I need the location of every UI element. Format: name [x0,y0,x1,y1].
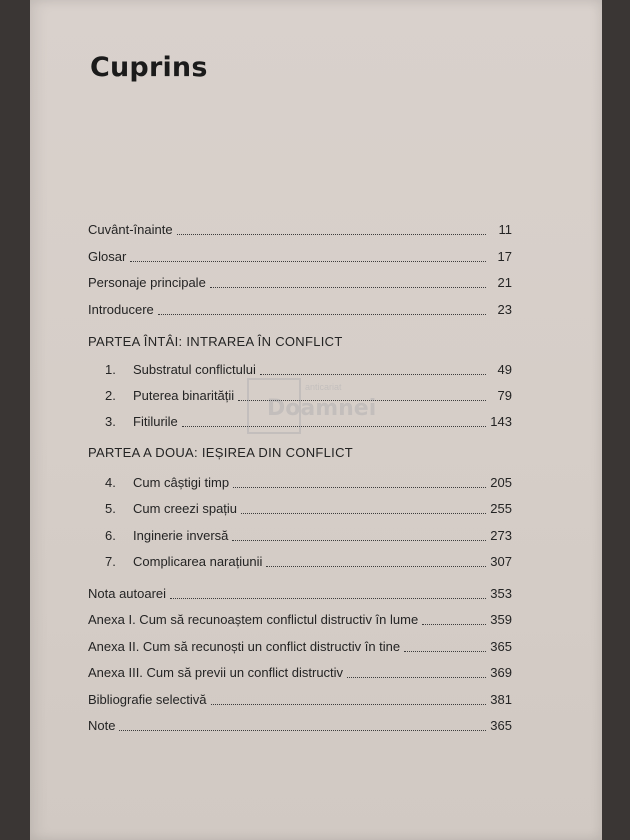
toc-entry-anexa-3 [88,659,512,681]
chapter-number: 3. [105,414,116,429]
toc-entry-anexa-2 [88,633,512,655]
dot-leader [182,426,486,427]
part-heading-2 [88,439,512,461]
part-heading-1 [88,328,512,350]
toc-entry-label: Complicarea narațiunii [133,554,263,569]
toc-entry-page: 359 [490,612,512,627]
toc-entry-label: Puterea binarității [133,388,235,403]
chapter-number: 7. [105,554,116,569]
dot-leader [232,540,486,541]
toc-entry-label: Glosar [88,249,127,264]
dot-leader [238,400,486,401]
toc-entry-chapter-4 [105,469,512,491]
toc-entry-label: Introducere [88,302,154,317]
toc-entry-label: Inginerie inversă [133,528,229,543]
toc-entry-label: Anexa II. Cum să recunoști un conflict distructiv în tine [88,639,401,654]
toc-entry-label: Substratul conflictului [133,362,256,377]
chapter-number: 1. [105,362,116,377]
part-title: PARTEA A DOUA: IEȘIREA DIN CONFLICT [88,445,354,460]
toc-entry-chapter-1 [105,356,512,378]
toc-entry-page: 381 [490,692,512,707]
dot-leader [241,513,486,514]
toc-entry-label: Fitilurile [133,414,178,429]
dot-leader [211,704,486,705]
toc-entry-page: 11 [498,222,512,237]
toc-entry-page: 273 [490,528,512,543]
toc-entry-page: 255 [490,501,512,516]
chapter-number: 5. [105,501,116,516]
toc-entry-chapter-2 [105,382,512,404]
dot-leader [130,261,486,262]
toc-entry-label: Note [88,718,116,733]
dot-leader [266,566,486,567]
toc-entry-label: Bibliografie selectivă [88,692,207,707]
toc-entry-label: Anexa I. Cum să recunoaștem conflictul distructiv în lume [88,612,419,627]
dot-leader [404,651,486,652]
toc-entry-chapter-7 [105,548,512,570]
toc-entry-bibliografie [88,686,512,708]
toc-entry-page: 307 [490,554,512,569]
toc-entry-page: 17 [497,249,512,264]
dot-leader [119,730,486,731]
toc-entry-chapter-5 [105,495,512,517]
chapter-number: 2. [105,388,116,403]
toc-entry-cuvant-inainte [88,216,512,238]
toc-entry-page: 369 [490,665,512,680]
toc-entry-page: 365 [490,718,512,733]
toc-entry-page: 49 [497,362,512,377]
dot-leader [233,487,486,488]
toc-entry-page: 21 [497,275,512,290]
dot-leader [210,287,486,288]
toc-entry-page: 79 [497,388,512,403]
toc-entry-label: Cum câștigi timp [133,475,230,490]
toc-entry-anexa-1 [88,606,512,628]
toc-entry-page: 353 [490,586,512,601]
toc-entry-glosar [88,243,512,265]
toc-entry-note [88,712,512,734]
toc-entry-label: Personaje principale [88,275,206,290]
toc-entry-label: Anexa III. Cum să previi un conflict distructiv [88,665,344,680]
toc-entry-page: 23 [497,302,512,317]
toc-entry-label: Nota autoarei [88,586,167,601]
toc-entry-personaje [88,269,512,291]
chapter-number: 6. [105,528,116,543]
dot-leader [347,677,486,678]
dot-leader [422,624,486,625]
toc-entry-nota-autoarei [88,580,512,602]
toc-entry-label: Cuvânt-înainte [88,222,173,237]
dot-leader [260,374,486,375]
dot-leader [177,234,486,235]
toc-entry-page: 365 [490,639,512,654]
toc-entry-chapter-6 [105,522,512,544]
chapter-number: 4. [105,475,116,490]
part-title: PARTEA ÎNTÂI: INTRAREA ÎN CONFLICT [88,334,343,349]
toc-entry-chapter-3 [105,408,512,430]
dot-leader [170,598,486,599]
toc-entry-page: 205 [490,475,512,490]
toc-entry-page: 143 [490,414,512,429]
toc-entry-label: Cum creezi spațiu [133,501,238,516]
dot-leader [158,314,486,315]
page-title: Cuprins [90,52,208,83]
toc-entry-introducere [88,296,512,318]
